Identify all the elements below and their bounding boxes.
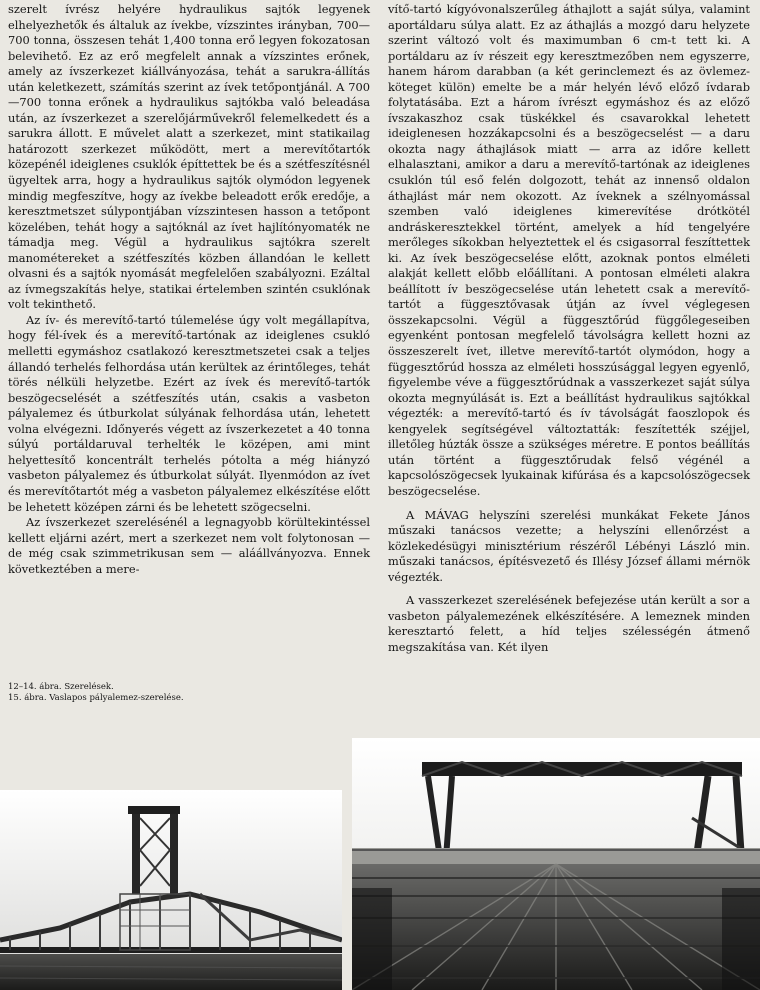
paragraph: vítő-tartó kígyóvonalszerűleg áthajlott a saját súlya, valamint aportáldaru súlya alatt. Ez az áthajlás a mozgó daru helyzete szerint változó volt és maximumban 6 cm-t tett ki. A portáldaru az ív részeit egy keresztmezőben nem egyszerre, hanem három darabban (a két gerinclemezt és az övlemez-köteget külön) emelte be a már helyén lévő előző ívdarab folytatásába. Ezt a három ívrészt egymáshoz és az előző ívszakaszhoz csak tüskékkel és csavarokkal lehetett ideiglenesen hozzákapcsolni és a beszögecselést — a daru okozta nagy áthajlások miatt — arra az időre kellett elhalasztani, amikor a daru a merevítő-tartónak az ideiglenes csuklón túl eső felén dolgozott, tehát az innenső oldalon áthajlást már nem okozott. Az íveknek a szélnyomással szemben való ideiglenes kimerevítése drótkötél andráskeresztekkel történt, amelyek a híd tengelyére merőleges síkokban helyeztettek el és csigasorral feszíttettek ki. Az ívek beszögecselése előtt, azoknak pontos elméleti alakját kellett előbb előállítani. A pontosan elméleti alakra beállított ív beszögecselése után lehetett csak a merevítő-tartót a függesztővasak útján az ívvel véglegesen összekapcsolni. Végül a függesztőrúd függőlegeseiben egyenként pontosan megfelelő távolságra kellett hozni az összeszerelt ívet, illetve merevítő-tartót olymódon, hogy a függesztőrúd hossza az elméleti hosszúsággal legyen egyenlő, figyelembe véve a függesztőrúdnak a vasszerkezet saját súlya okozta megnyúlását is. Ezt a beállítást hydraulikus sajtókkal végezték: a merevítő-tartó és ív távolságát faoszlopok és kengyelek segítségével változtatták: feszítették széjjel, illetőleg húzták össze a szükséges méretre. E pontos beállítás után történt a függesztőrudak felső végénél a kapcsolószögecsek lyukainak kifúrása és a kapcsolószögecsek beszögecselése. <box>388 2 750 498</box>
paragraph: Az ív- és merevítő-tartó túlemelése úgy volt megállapítva, hogy fél-ívek és a merevítő-tartónak az ideiglenes csukló melletti egymáshoz csatlakozó keresztmetszetei csak a teljes állandó terhelés felhordása után kerültek az érintőleges, tehát törés nélküli helyzetbe. Ezért az ívek és merevítő-tartók beszögecselését a szétfeszítés után, csakis a vasbeton pályalemez és útburkolat súlyának felhordása után, lehetett volna elvégezni. Időnyerés végett az ívszerkezetet a 40 tonna súlyú portáldaruval terhelték le középen, ami mint helyettesítő koncentrált terhelés pótolta a még hiányzó vasbeton pályalemez és útburkolat súlyát. Ilyenmódon az ívet és merevítőtartót még a vasbeton pályalemez elkészítése előtt be lehetett középen zárni és be lehetett szögecselni. <box>8 312 370 514</box>
bridge-deck-photo <box>352 738 760 990</box>
caption: 15. ábra. Vaslapos pályalemez-szerelése. <box>8 693 184 703</box>
paragraph: A vasszerkezet szerelésének befejezése után került a sor a vasbeton pályalemezének elkészítésére. A lemeznek minden keresztartó felett, a híd teljes szélességén átmenő megszakítása van. Két ilyen <box>388 593 750 654</box>
right-column <box>388 2 750 655</box>
paragraph: szerelt ívrész helyére hydraulikus sajtók legyenek elhelyezhetők és általuk az ívekbe, vízszintes irányban, 700—700 tonna, összesen tehát 1,400 tonna erő legyen fokozatosan belevihető. Ez az erő megfelelt annak a vízszintes erőnek, amely az ívszerkezet kiállványozása, tehát a sarukra-állítás után keletkezett, számítás szerint az ívek tetőpontjánál. A 700—700 tonna erőnek a hydraulikus sajtókba való beleadása után, az ívszerkezet a szerelőjárművekről felemelkedett és a sarukra állott. E művelet alatt a szerkezet, mint statikailag határozott szerkezet működött, mert a merevítőtartók közepénél ideiglenes csuklók építtettek be és a szétfeszítésnél ügyeltek arra, hogy a hydraulikus sajtók olymódon legyenek mindig megfeszítve, hogy az ívekbe beleadott erők eredője, a keresztmetszet súlypontjában vízszintesen hasson a tetőpont közelében, tehát hogy a sajtóknál az ívet hajlítónyomaték ne támadja meg. Végül a hydraulikus sajtókra szerelt manométereket a szétfeszítés közben állandóan le kellett olvasni és a sajtók nyomását megfelelően szabályozni. Ezáltal az ívmegszakítás helye, statikai értelemben szintén csuklónak volt tekinthető. <box>8 2 370 312</box>
left-column <box>8 2 370 577</box>
bridge-construction-photo <box>0 790 342 990</box>
paragraph: A MÁVAG helyszíni szerelési munkákat Fekete János műszaki tanácsos vezette; a helyszíni ellenőrzést a közlekedésügyi minisztérium részéről Lébényi László min. műszaki tanácsos, építésvezető és Illésy József állami mérnök végezték. <box>388 507 750 584</box>
paragraph: Az ívszerkezet szerelésénél a legnagyobb körültekintéssel kellett eljárni azért, mert a szerkezet nem volt folytonosan — de még csak szimmetrikusan sem — aláállványozva. Ennek következtében a mere- <box>8 515 370 576</box>
figure-captions <box>8 682 370 704</box>
caption: 12–14. ábra. Szerelések. <box>8 682 114 692</box>
